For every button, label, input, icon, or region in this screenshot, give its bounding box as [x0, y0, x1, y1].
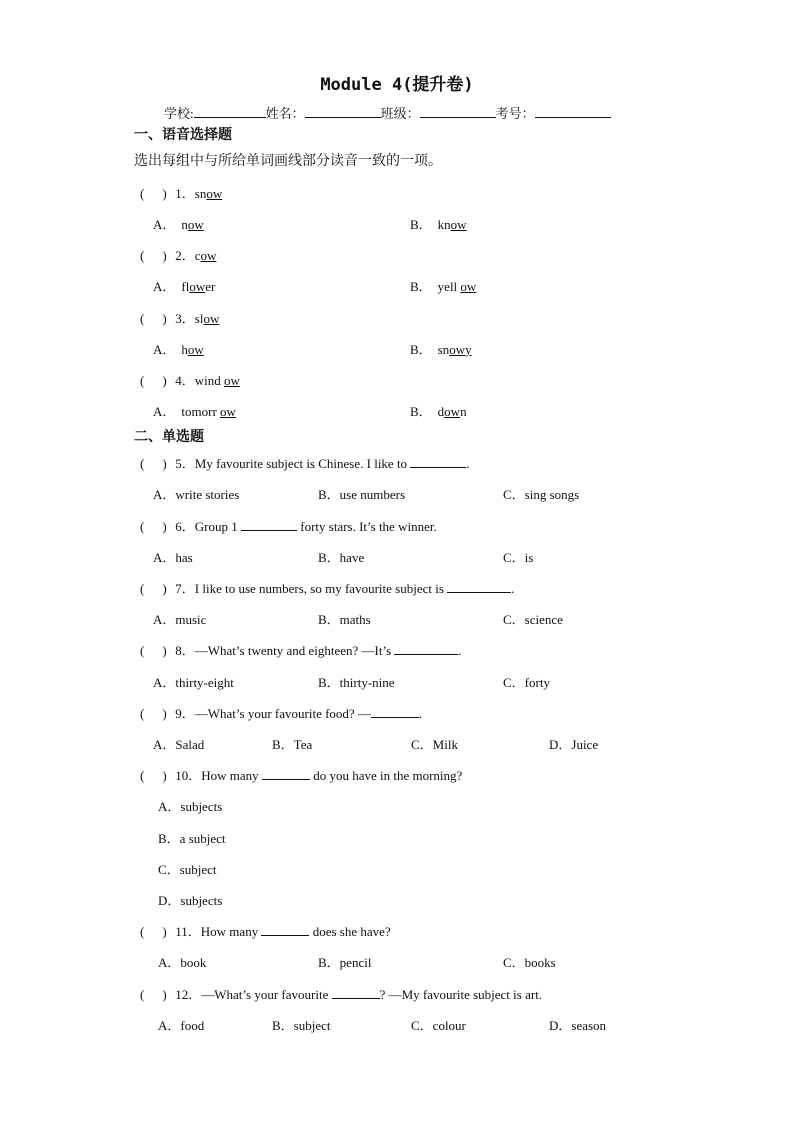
- question-12: ( ) 12．—What’s your favourite ? —My favourite subject is art.: [140, 987, 543, 1002]
- fill-blank[interactable]: [261, 923, 309, 936]
- option-3b[interactable]: B． snowy: [410, 342, 472, 357]
- name-label: 姓名：: [265, 106, 305, 121]
- answer-paren[interactable]: ( ): [140, 311, 167, 326]
- option-7a[interactable]: A．music: [153, 612, 207, 627]
- section1-instruction: 选出每组中与所给单词画线部分读音一致的一项。: [134, 153, 442, 169]
- answer-paren[interactable]: ( ): [140, 768, 167, 783]
- option-10a[interactable]: A．subjects: [158, 799, 223, 814]
- fill-blank[interactable]: [262, 767, 310, 780]
- option-6a[interactable]: A．has: [153, 550, 193, 565]
- question-2: ( ) 2．cow: [140, 248, 217, 263]
- option-5a[interactable]: A．write stories: [153, 487, 240, 502]
- fill-blank[interactable]: [332, 986, 380, 999]
- section2-heading: 二、单选题: [134, 429, 204, 445]
- option-2b[interactable]: B． yell ow: [410, 279, 477, 294]
- option-11c[interactable]: C．books: [503, 955, 556, 970]
- class-blank[interactable]: [420, 105, 496, 118]
- option-11a[interactable]: A．book: [158, 955, 207, 970]
- option-12b[interactable]: B．subject: [272, 1018, 331, 1033]
- answer-paren[interactable]: ( ): [140, 186, 167, 201]
- option-12a[interactable]: A．food: [158, 1018, 205, 1033]
- question-9: ( ) 9．—What’s your favourite food? — .: [140, 706, 423, 721]
- name-blank[interactable]: [305, 105, 381, 118]
- option-10c[interactable]: C．subject: [158, 862, 217, 877]
- option-9d[interactable]: D．Juice: [549, 737, 599, 752]
- answer-paren[interactable]: ( ): [140, 581, 167, 596]
- option-11b[interactable]: B．pencil: [318, 955, 372, 970]
- option-1b[interactable]: B． know: [410, 217, 467, 232]
- option-8a[interactable]: A．thirty-eight: [153, 675, 234, 690]
- option-2a[interactable]: A． flower: [153, 279, 216, 294]
- question-8: ( ) 8．—What’s twenty and eighteen? —It’s .: [140, 643, 462, 658]
- school-label: 学校:: [164, 106, 194, 121]
- option-3a[interactable]: A． how: [153, 342, 204, 357]
- answer-paren[interactable]: ( ): [140, 987, 167, 1002]
- page-title: Module 4(提升卷): [320, 75, 474, 95]
- fill-blank[interactable]: [394, 642, 458, 655]
- question-1: ( ) 1．snow: [140, 186, 223, 201]
- question-6: ( ) 6．Group 1 forty stars. It’s the winner.: [140, 519, 437, 534]
- class-label: 班级：: [380, 106, 420, 121]
- option-6c[interactable]: C．is: [503, 550, 534, 565]
- answer-paren[interactable]: ( ): [140, 643, 167, 658]
- school-blank[interactable]: [194, 105, 266, 118]
- question-10: ( ) 10．How many do you have in the morning?: [140, 768, 463, 783]
- option-10d[interactable]: D．subjects: [158, 893, 223, 908]
- option-7c[interactable]: C．science: [503, 612, 563, 627]
- option-12d[interactable]: D．season: [549, 1018, 607, 1033]
- answer-paren[interactable]: ( ): [140, 924, 167, 939]
- fill-blank[interactable]: [371, 705, 419, 718]
- option-9c[interactable]: C．Milk: [411, 737, 458, 752]
- number-label: 考号：: [495, 106, 535, 121]
- option-10b[interactable]: B．a subject: [158, 831, 226, 846]
- option-8c[interactable]: C．forty: [503, 675, 550, 690]
- option-7b[interactable]: B．maths: [318, 612, 371, 627]
- answer-paren[interactable]: ( ): [140, 248, 167, 263]
- fill-blank[interactable]: [447, 580, 511, 593]
- option-8b[interactable]: B．thirty-nine: [318, 675, 395, 690]
- option-4a[interactable]: A． tomorr ow: [153, 404, 236, 419]
- question-4: ( ) 4．wind ow: [140, 373, 240, 388]
- student-info-line: [164, 103, 611, 122]
- fill-blank[interactable]: [241, 518, 297, 531]
- option-5c[interactable]: C．sing songs: [503, 487, 580, 502]
- question-11: ( ) 11．How many does she have?: [140, 924, 391, 939]
- question-5: ( ) 5．My favourite subject is Chinese. I like to .: [140, 456, 470, 471]
- option-6b[interactable]: B．have: [318, 550, 365, 565]
- answer-paren[interactable]: ( ): [140, 456, 167, 471]
- answer-paren[interactable]: ( ): [140, 373, 167, 388]
- answer-paren[interactable]: ( ): [140, 519, 167, 534]
- fill-blank[interactable]: [410, 455, 466, 468]
- number-blank[interactable]: [535, 105, 611, 118]
- option-1a[interactable]: A． now: [153, 217, 204, 232]
- option-9a[interactable]: A．Salad: [153, 737, 205, 752]
- option-4b[interactable]: B． down: [410, 404, 467, 419]
- option-9b[interactable]: B．Tea: [272, 737, 313, 752]
- option-12c[interactable]: C．colour: [411, 1018, 466, 1033]
- option-5b[interactable]: B．use numbers: [318, 487, 406, 502]
- answer-paren[interactable]: ( ): [140, 706, 167, 721]
- section1-heading: 一、语音选择题: [134, 127, 232, 143]
- question-3: ( ) 3．slow: [140, 311, 220, 326]
- question-7: ( ) 7．I like to use numbers, so my favourite subject is .: [140, 581, 515, 596]
